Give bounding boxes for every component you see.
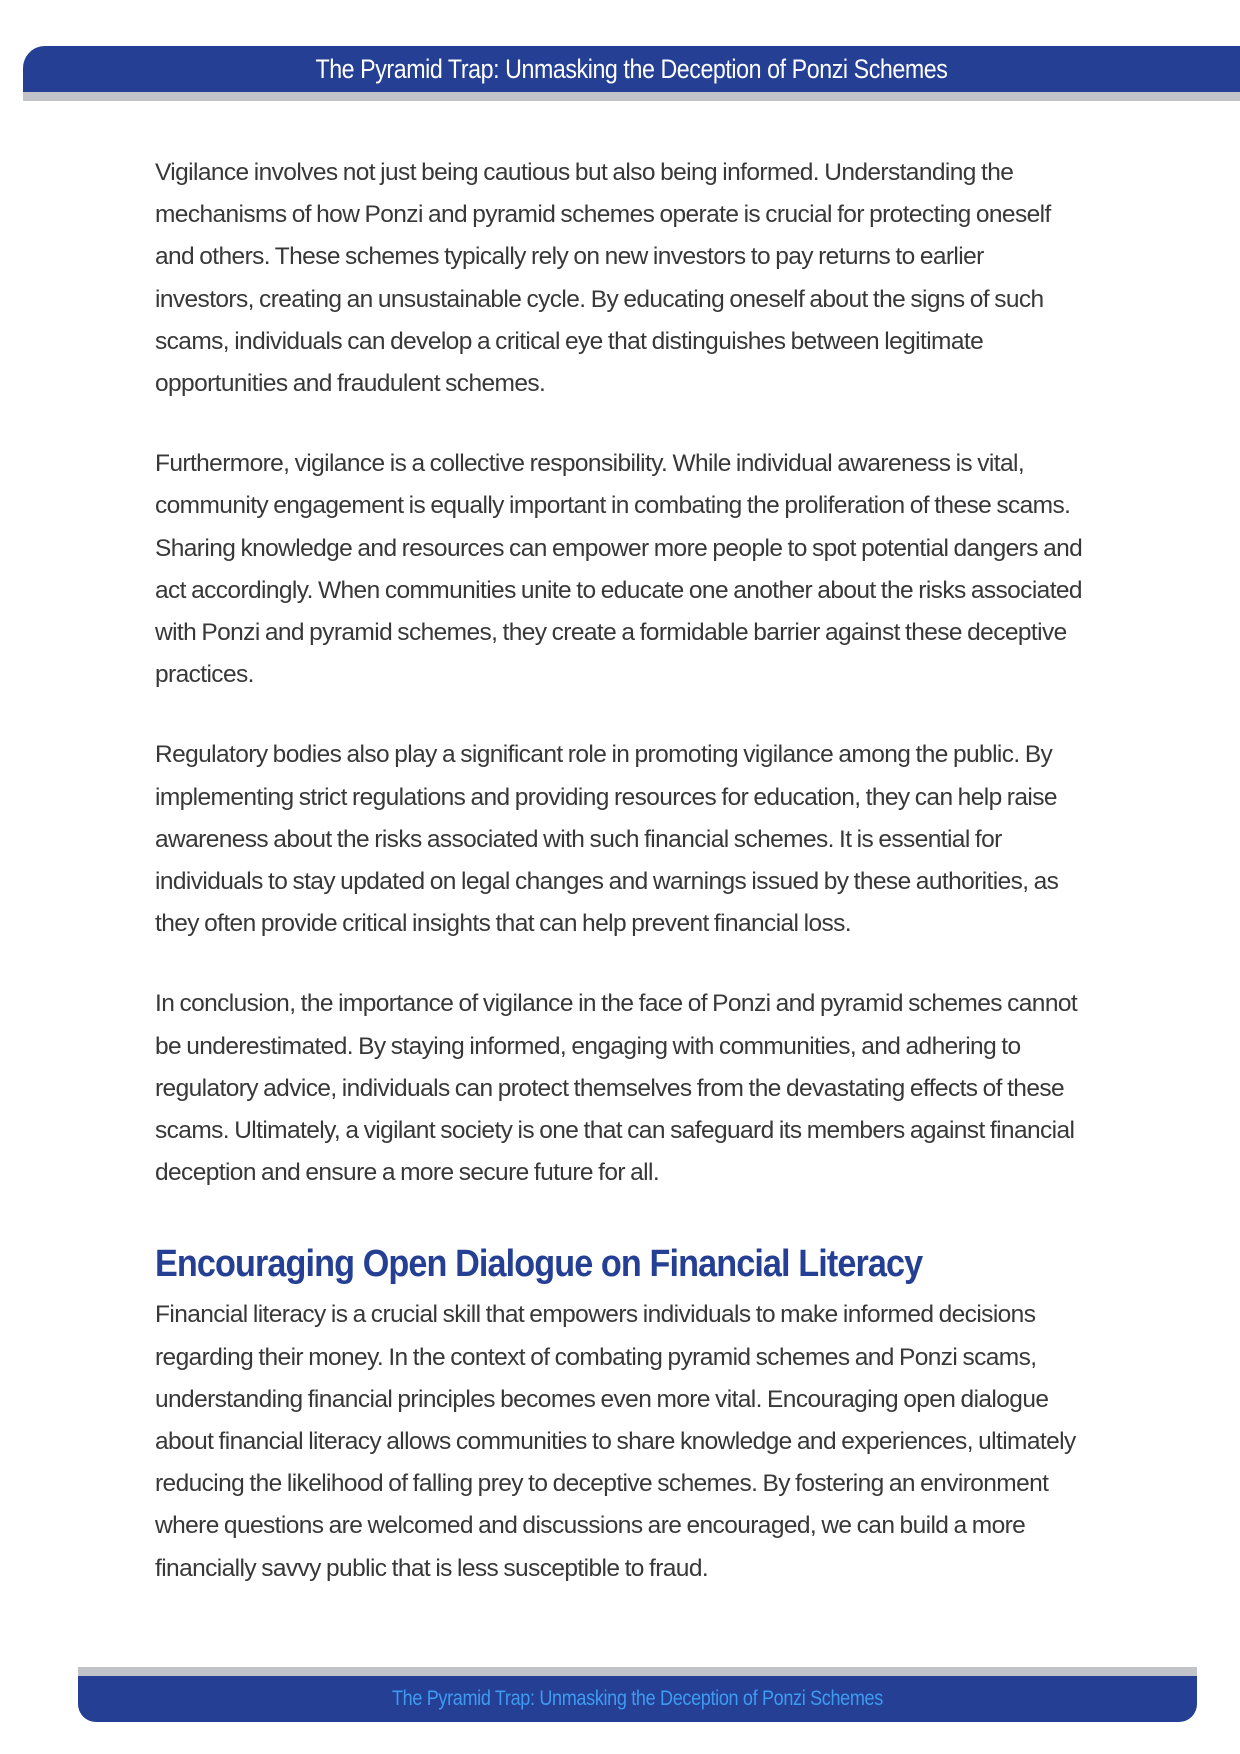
header-title: The Pyramid Trap: Unmasking the Deception of Ponzi Schemes (315, 53, 948, 84)
paragraph-regulatory-bodies: Regulatory bodies also play a significant role in promoting vigilance among the public. By implementing strict regulations and providing resources for education, they can help raise awareness about the risks associated with such financial schemes. It is essential for individuals to stay updated on legal changes and warnings issued by these authorities, as they often provide critical insights that can help prevent financial loss. (155, 741, 1059, 938)
footer-divider (78, 1667, 1197, 1676)
page-header (23, 46, 1240, 92)
page-content (155, 152, 1085, 1628)
paragraph-conclusion: In conclusion, the importance of vigilance in the face of Ponzi and pyramid schemes cannot be underestimated. By staying informed, engaging with communities, and adhering to regulatory advice, individuals can protect themselves from the devastating effects of these scams. Ultimately, a vigilant society is one that can safeguard its members against financial deception and ensure a more secure future for all. (155, 990, 1078, 1187)
section-heading: Encouraging Open Dialogue on Financial Literacy (155, 1243, 923, 1286)
paragraph-vigilance-informed: Vigilance involves not just being cautious but also being informed. Understanding the mechanisms of how Ponzi and pyramid schemes operate is crucial for protecting oneself and others. These schemes typically rely on new investors to pay returns to earlier investors, creating an unsustainable cycle. By educating oneself about the signs of such scams, individuals can develop a critical eye that distinguishes between legitimate opportunities and fraudulent schemes. (155, 159, 1051, 398)
paragraph-financial-literacy: Financial literacy is a crucial skill that empowers individuals to make informed decisions regarding their money. In the context of combating pyramid schemes and Ponzi scams, understanding financial principles becomes even more vital. Encouraging open dialogue about financial literacy allows communities to share knowledge and experiences, ultimately reducing the likelihood of falling prey to deceptive schemes. By fostering an environment where questions are welcomed and discussions are encouraged, we can build a more financially savvy public that is less susceptible to fraud. (155, 1301, 1076, 1582)
header-divider (23, 92, 1240, 101)
footer-title: The Pyramid Trap: Unmasking the Deception of Ponzi Schemes (391, 1687, 883, 1710)
page-footer (78, 1676, 1197, 1722)
paragraph-collective-responsibility: Furthermore, vigilance is a collective responsibility. While individual awareness is vital, community engagement is equally important in combating the proliferation of these scams. Sharing knowledge and resources can empower more people to spot potential dangers and act accordingly. When communities unite to educate one another about the risks associated with Ponzi and pyramid schemes, they create a formidable barrier against these deceptive practices. (155, 450, 1083, 689)
